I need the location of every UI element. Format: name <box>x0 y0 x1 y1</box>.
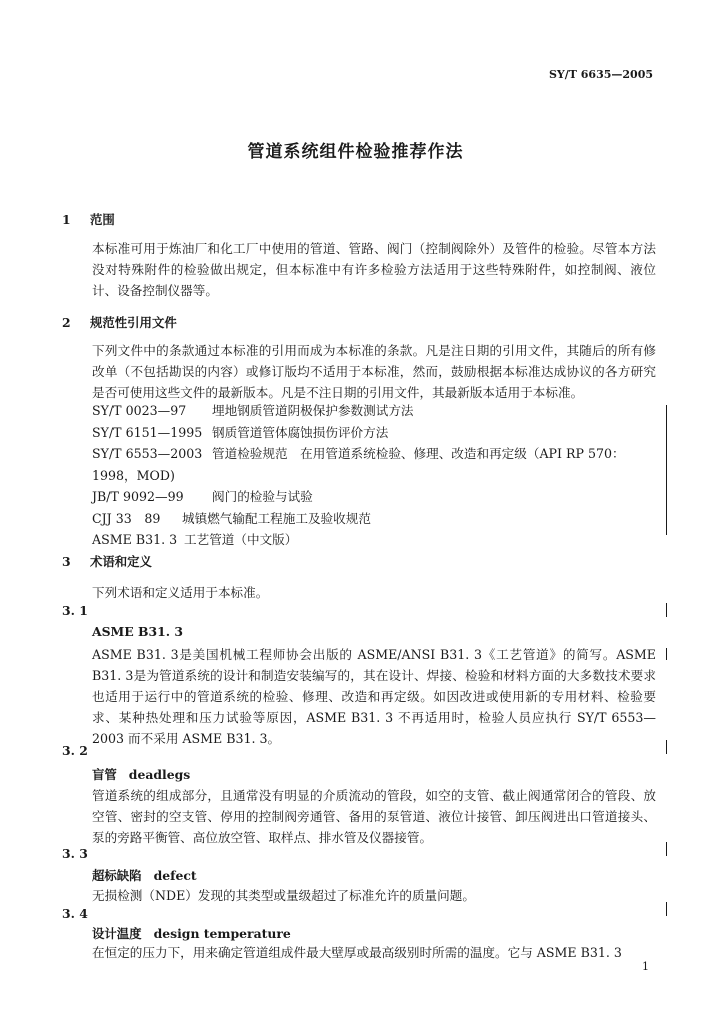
revision-bar <box>666 740 667 754</box>
term-chinese: 设计温度 <box>92 926 142 941</box>
term-definition: 无损检测（NDE）发现的其类型或量级超过了标准允许的质量问题。 <box>92 888 475 903</box>
revision-bar <box>666 842 667 856</box>
reference-item: CJJ 33 89 城镇燃气输配工程施工及验收规范 <box>92 510 371 526</box>
term-number: 3. 3 <box>62 846 88 861</box>
section-number: 1 <box>62 212 71 227</box>
section-2-heading <box>62 313 177 331</box>
section-title: 术语和定义 <box>90 554 152 569</box>
term-number: 3. 2 <box>62 743 88 758</box>
revision-bar <box>666 603 667 617</box>
section-3-intro: 下列术语和定义适用于本标准。 <box>92 585 269 600</box>
section-1-heading <box>62 210 115 228</box>
section-number: 3 <box>62 554 71 569</box>
term-number: 3. 1 <box>62 603 88 618</box>
revision-bar <box>666 405 667 535</box>
term-heading <box>92 924 291 942</box>
term-english: design temperature <box>153 926 291 941</box>
reference-item: SY/T 6151—1995 钢质管道管体腐蚀损伤评价方法 <box>92 424 389 440</box>
page-number: 1 <box>642 960 649 973</box>
term-english: defect <box>153 868 197 883</box>
section-title: 范围 <box>90 212 115 227</box>
revision-bar <box>666 902 667 916</box>
term-chinese: 盲管 <box>92 767 117 782</box>
section-number: 2 <box>62 315 71 330</box>
reference-item: SY/T 6553—2003 管道检验规范 在用管道系统检验、修理、改造和再定级（API RP 570： <box>92 446 625 461</box>
document-code: SY/T 6635—2005 <box>548 68 653 81</box>
term-heading <box>92 866 197 884</box>
section-1-paragraph: 本标准可用于炼油厂和化工厂中使用的管道、管路、阀门（控制阀除外）及管件的检验。尽管本方法没对特殊附件的检验做出规定，但本标准中有许多检验方法适用于这些特殊附件，如控制阀、液位计、设备控制仪器等。 <box>92 241 656 298</box>
term-english: ASME B31. 3 <box>92 624 183 639</box>
reference-item: SY/T 0023—97 埋地钢质管道阴极保护参数测试方法 <box>92 403 414 418</box>
term-heading <box>92 765 190 783</box>
revision-bar <box>666 648 667 660</box>
section-title: 规范性引用文件 <box>90 315 177 330</box>
reference-item-continuation: 1998，MOD) <box>92 467 175 483</box>
term-definition: 管道系统的组成部分，且通常没有明显的介质流动的管段，如空的支管、截止阀通常闭合的管段、放空管、密封的空支管、停用的控制阀旁通管、备用的泵管道、液位计接管、卸压阀进出口管道接头、泵的旁路平衡管、高位放空管、取样点、排水管及仪器接管。 <box>92 788 656 845</box>
section-3-heading <box>62 552 152 570</box>
page-title: 管道系统组件检验推荐作法 <box>247 142 464 162</box>
term-definition: ASME B31. 3是美国机械工程师协会出版的 ASME/ANSI B31. 3《工艺管道》的简写。ASME B31. 3是为管道系统的设计和制造安装编写的，其在设计、焊接、检验和材料方面的大多数技术要求也适用于运行中的管道系统的检验、修理、改造和再定级。如因改进或使用新的专用材料、检验要求、某种热处理和压力试验等原因，ASME B31. 3 不再适用时，检验人员应执行 SY/T 6553—2003 而不采用 ASME B31. 3。 <box>92 647 656 746</box>
reference-item: ASME B31. 3 工艺管道（中文版） <box>92 532 298 547</box>
term-heading <box>92 624 183 639</box>
section-2-paragraph: 下列文件中的条款通过本标准的引用而成为本标准的条款。凡是注日期的引用文件，其随后的所有修改单（不包括勘误的内容）或修订版均不适用于本标准，然而，鼓励根据本标准达成协议的各方研究是否可使用这些文件的最新版本。凡是不注日期的引用文件，其最新版本适用于本标准。 <box>92 343 656 400</box>
term-chinese: 超标缺陷 <box>92 868 142 883</box>
reference-list <box>92 400 625 551</box>
reference-item: JB/T 9092—99 阀门的检验与试验 <box>92 489 313 504</box>
term-definition: 在恒定的压力下，用来确定管道组成件最大壁厚或最高级别时所需的温度。它与 ASME B31. 3 <box>92 945 622 960</box>
term-english: deadlegs <box>128 767 191 782</box>
term-number: 3. 4 <box>62 906 88 921</box>
